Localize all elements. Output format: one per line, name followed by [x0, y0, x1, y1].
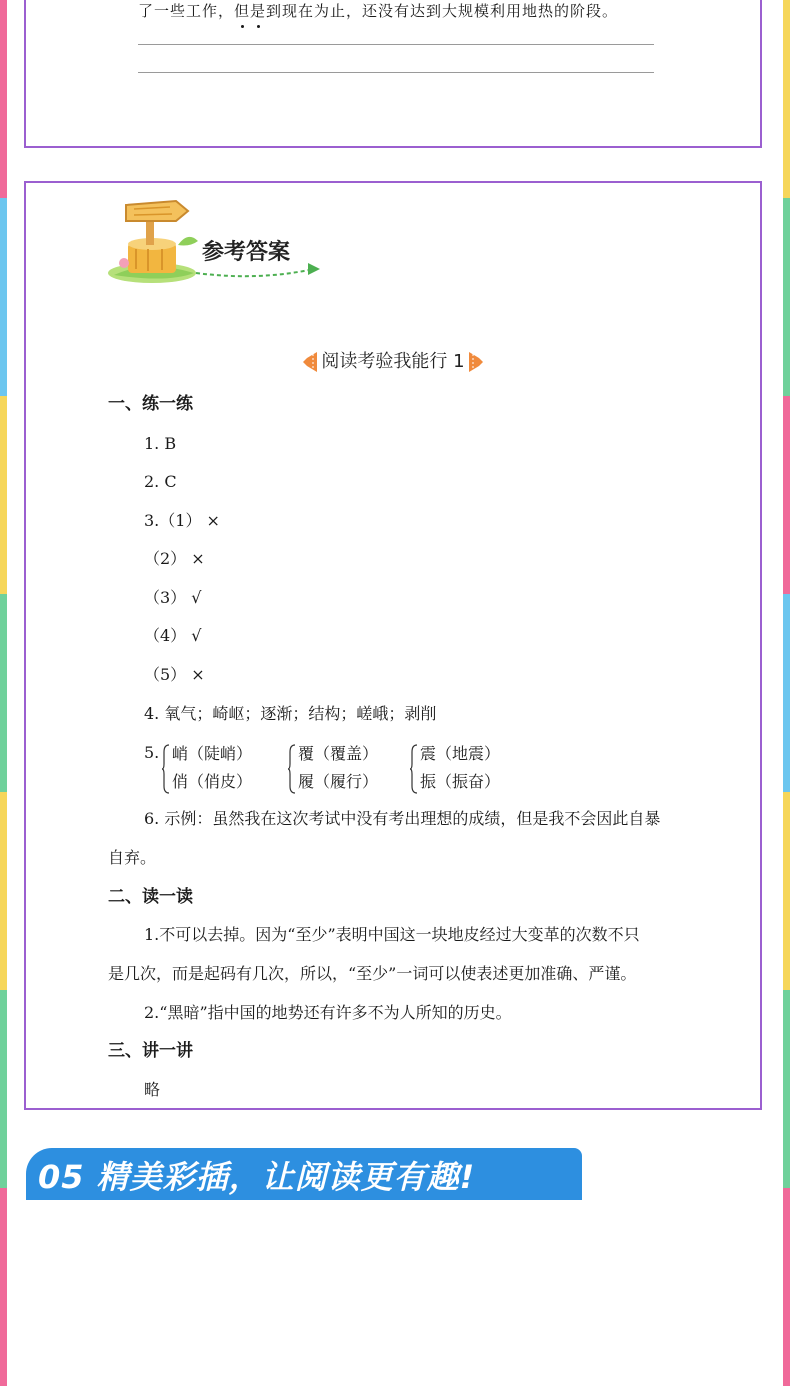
emphasis-dot-char: 但: [234, 2, 251, 20]
banner-text: 05 精美彩插，让阅读更有趣!: [38, 1158, 476, 1196]
part2-title: 二、读一读: [108, 887, 193, 907]
answer-item: （3） √: [144, 588, 202, 607]
answer-item: 1.不可以去掉。因为“至少”表明中国这一块地皮经过大变革的次数不只: [144, 925, 640, 944]
answer-item: 2.“黑暗”指中国的地势还有许多不为人所知的历史。: [144, 1003, 512, 1022]
feature-banner: [26, 1148, 582, 1200]
answer-item-label: 5.: [144, 743, 160, 762]
brace-icon: [288, 744, 296, 794]
answers-box: 参考答案 阅读考验我能行 1 一、练一练 1. B 2. C 3.（1） × （2） × （3） √ （4） √ （5） × 4. 氧气；崎岖；逐渐；结构；嵯峨；剥削 5. 峭（陡峭） 俏（俏皮） 覆（覆盖） 履（履行） 震（地震） 振（振奋） 6. 示例：虽然我在这次考试中没有考出理想的成绩，但是我不会因此自暴 自弃。 二、读一读 1.不可以去掉。因为“至少”表明中国这一块地皮经过大变革的次数不只 是几次，而是起码有几次，所以，“至少”一词可以使表述更加准确、严谨。 2.“黑暗”指中国的地势还有许多不为人所知的历史。 三、讲一讲 略: [24, 181, 762, 1110]
continuation-text: 了一些工作，但是到现在为止，还没有达到大规模利用地热的阶段。: [138, 2, 619, 20]
previous-page-box: [24, 0, 762, 148]
answer-item: （4） √: [144, 626, 202, 645]
right-ribbon-icon: [469, 352, 483, 372]
answer-item-continued: 自弃。: [108, 848, 157, 867]
right-color-stripe: [783, 0, 790, 1200]
part3-title: 三、讲一讲: [108, 1041, 193, 1061]
answer-item: 1. B: [144, 434, 177, 453]
answer-item: （2） ×: [144, 549, 205, 568]
answer-line: [138, 44, 654, 45]
answer-item: 4. 氧气；崎岖；逐渐；结构；嵯峨；剥削: [144, 704, 437, 723]
section-title: 阅读考验我能行 1: [26, 347, 760, 373]
part1-title: 一、练一练: [108, 394, 193, 414]
brace-icon: [410, 744, 418, 794]
answer-item-continued: 是几次，而是起码有几次，所以，“至少”一词可以使表述更加准确、严谨。: [108, 964, 637, 983]
left-color-stripe: [0, 0, 7, 1200]
brace-icon: [162, 744, 170, 794]
answer-item: 略: [144, 1080, 161, 1099]
answer-item: （5） ×: [144, 665, 205, 684]
emphasis-dot-char: 是: [250, 2, 267, 20]
answer-item: 2. C: [144, 472, 177, 491]
answer-line: [138, 72, 654, 73]
answer-item: 3.（1） ×: [144, 511, 220, 530]
left-ribbon-icon: [303, 352, 317, 372]
answers-heading: 参考答案: [202, 240, 291, 265]
answer-item: 6. 示例：虽然我在这次考试中没有考出理想的成绩，但是我不会因此自暴: [144, 809, 661, 828]
